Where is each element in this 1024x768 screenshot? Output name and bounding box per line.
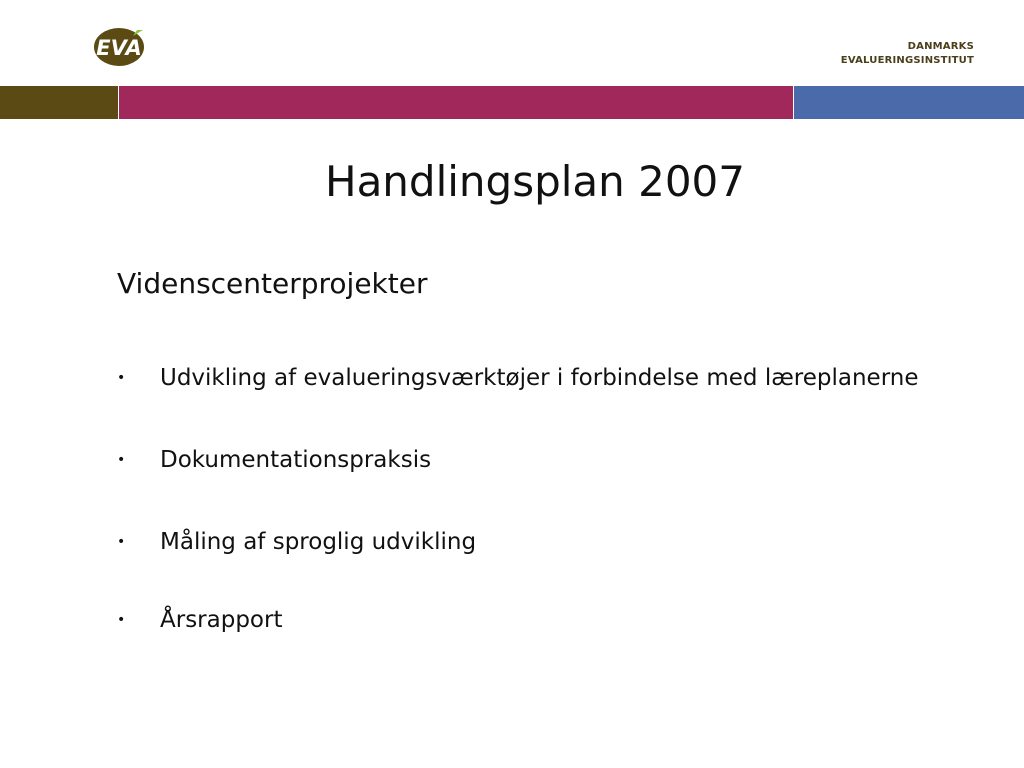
organization-name-line1: DANMARKS: [907, 41, 974, 52]
bullet-icon: •: [117, 534, 126, 550]
eva-logo: [93, 26, 149, 68]
slide-subtitle: Videnscenterprojekter: [117, 267, 428, 300]
bullet-text: Dokumentationspraksis: [160, 447, 432, 473]
bullet-item: [117, 362, 937, 394]
organization-name-line2: EVALUERINGSINSTITUT: [840, 55, 974, 66]
header-band-wine: [119, 86, 793, 119]
bullet-icon: •: [117, 370, 126, 386]
bullet-item: [117, 444, 937, 476]
bullet-text: Udvikling af evalueringsværktøjer i forbindelse med læreplanerne: [160, 365, 919, 391]
bullet-text: Måling af sproglig udvikling: [160, 529, 477, 555]
bullet-icon: •: [117, 452, 126, 468]
eva-logo-mark: [93, 26, 149, 68]
eva-logo-text: EVA: [96, 36, 142, 60]
slide-title: Handlingsplan 2007: [324, 157, 746, 206]
header-band-olive: [0, 86, 118, 119]
bullet-icon: •: [117, 612, 126, 628]
bullet-list: [117, 362, 937, 636]
bullet-text: Årsrapport: [160, 607, 283, 633]
bullet-item: [117, 526, 937, 558]
header-band-blue: [794, 86, 1024, 119]
bullet-item: [117, 604, 937, 636]
organization-name: [841, 40, 974, 68]
